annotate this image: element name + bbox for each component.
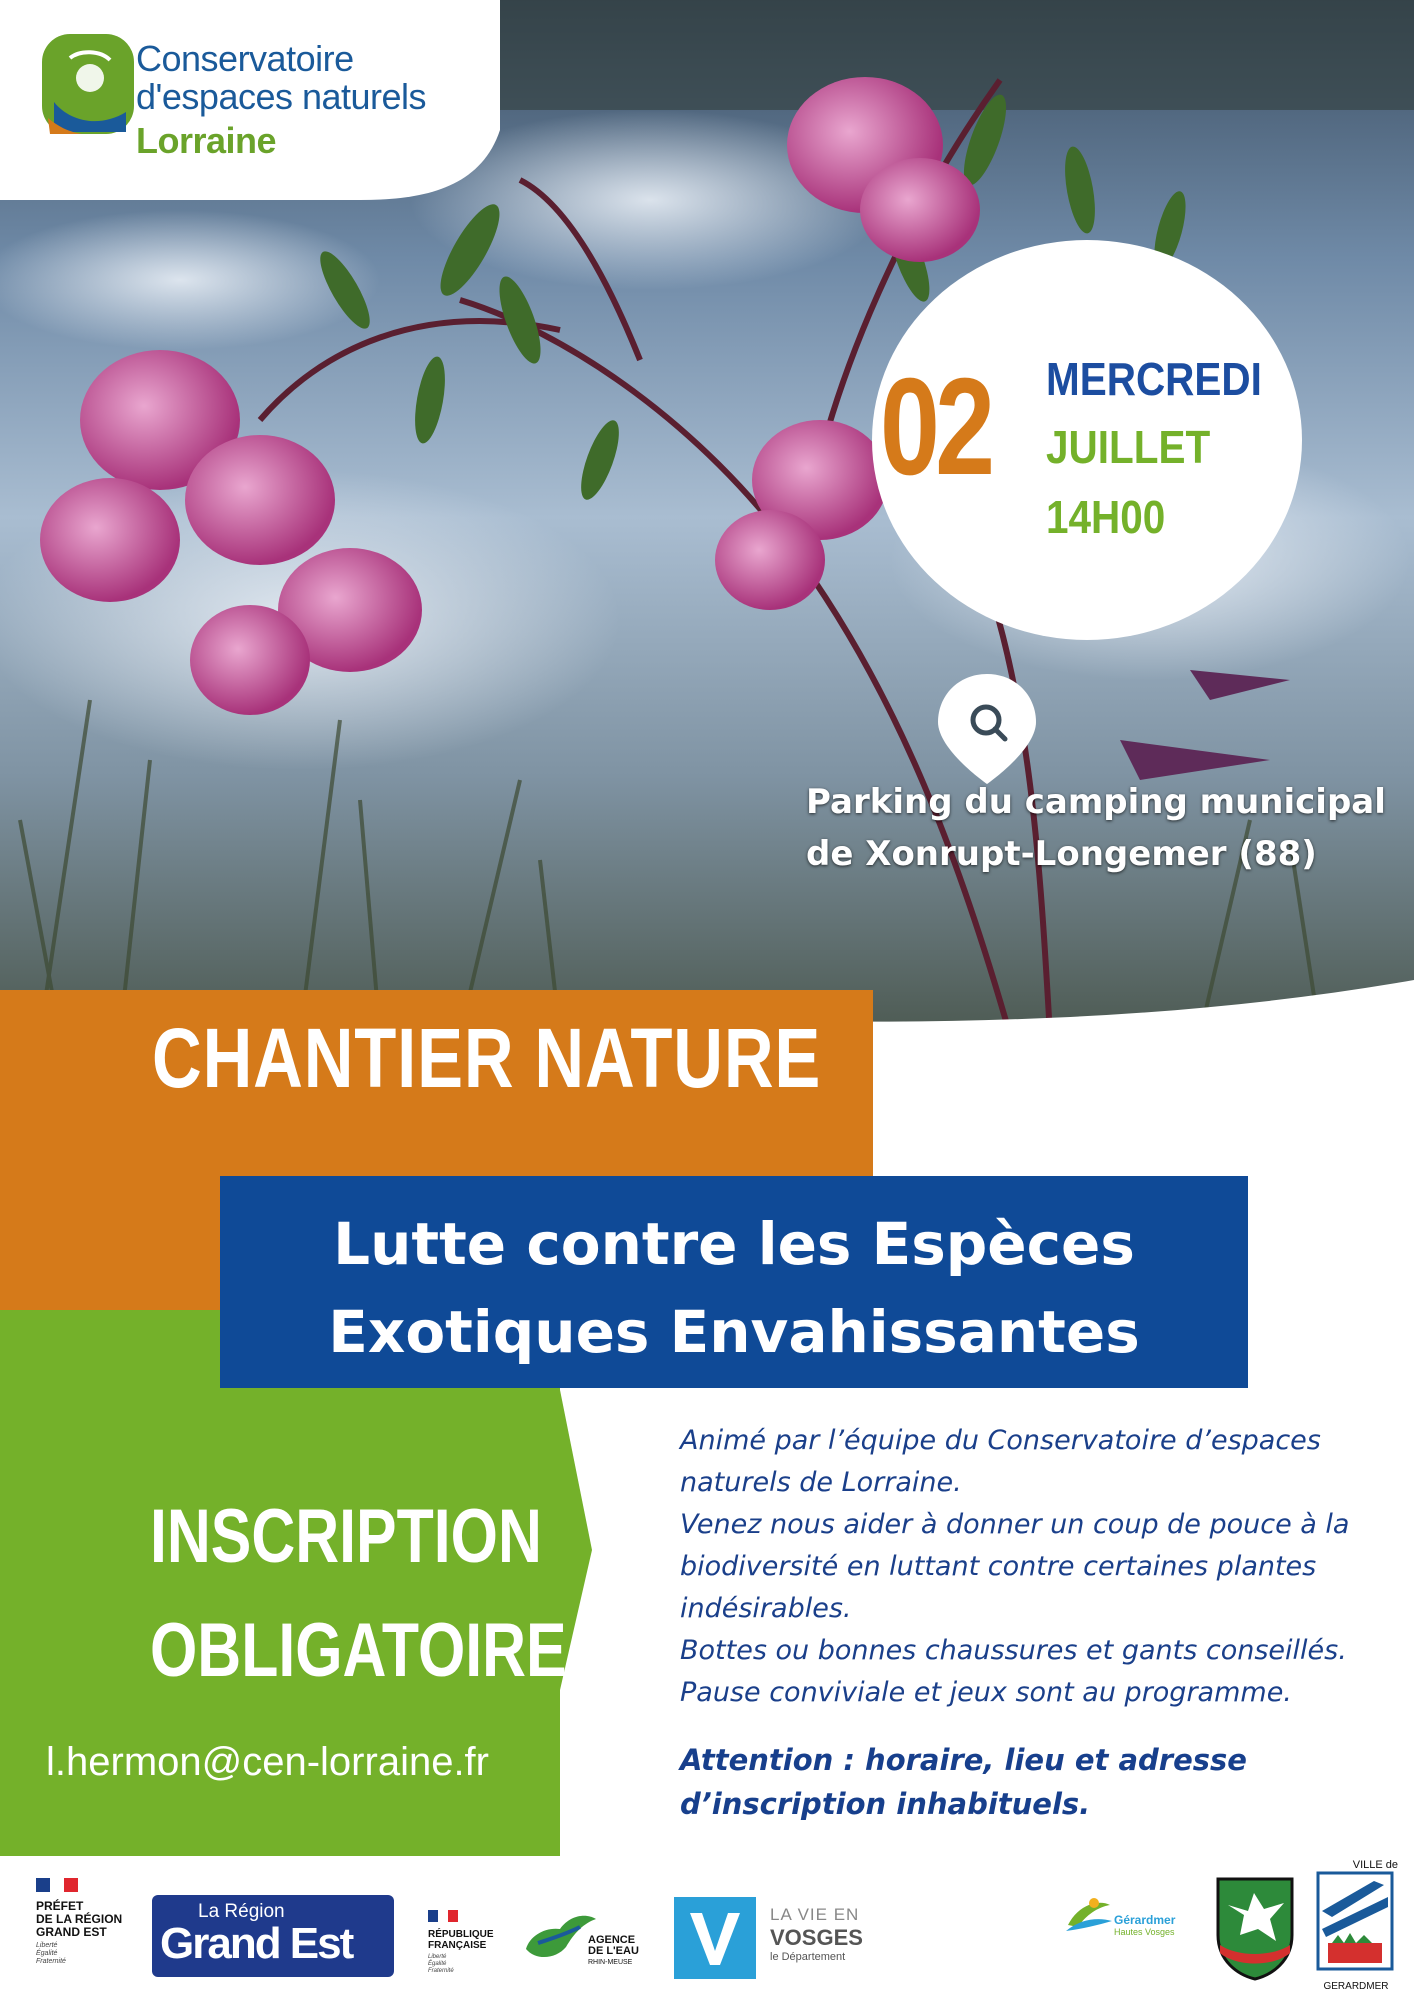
attention-note: Attention : horaire, lieu et adresse d’inscription inhabituels. — [680, 1743, 1247, 1821]
ville-gerardmer-logo — [1314, 1859, 1398, 1994]
conservatoire-logo-icon — [40, 32, 136, 136]
date-month: JUILLET — [1046, 421, 1211, 473]
location-line-2: de Xonrupt-Longemer (88) — [806, 834, 1317, 874]
republique-francaise-logo — [428, 1907, 508, 1987]
prefet-l5: Égalité — [36, 1950, 58, 1957]
location-pin-icon — [928, 668, 1046, 786]
french-flag-icon — [428, 1910, 458, 1922]
ville-l2: GERARDMER — [1323, 1981, 1389, 1992]
french-flag-icon — [36, 1878, 80, 1892]
prefet-l4: Liberté — [36, 1942, 58, 1949]
agence-l3: RHIN-MEUSE — [588, 1959, 633, 1966]
date-time: 14H00 — [1046, 491, 1166, 543]
region-l2: Grand Est — [160, 1919, 353, 1968]
prefet-l6: Fraternité — [36, 1958, 66, 1965]
vosges-l2: VOSGES — [770, 1925, 863, 1950]
gerardmer-l1: Gérardmer — [1114, 1913, 1176, 1927]
prefet-l3: GRAND EST — [36, 1925, 107, 1939]
date-weekday: MERCREDI — [1046, 353, 1262, 405]
logo-line-3: Lorraine — [136, 120, 277, 161]
gerardmer-l2: Hautes Vosges — [1114, 1927, 1175, 1937]
description-paragraph: Pause conviviale et jeux sont au programme. — [680, 1677, 1292, 1708]
gerardmer-tourism-logo — [1064, 1895, 1184, 1965]
gerardmer-swoosh-icon — [1064, 1895, 1114, 1935]
agence-eau-logo — [520, 1905, 650, 1985]
inscription-line-1: INSCRIPTION — [150, 1494, 542, 1579]
event-location — [806, 776, 1386, 880]
region-grand-est-logo — [152, 1895, 394, 1977]
inscription-line-2: OBLIGATOIRE — [150, 1608, 567, 1693]
logo-panel — [0, 0, 500, 205]
description-paragraph: Animé par l’équipe du Conservatoire d’espaces naturels de Lorraine. — [680, 1425, 1321, 1498]
republique-l3: Liberté — [428, 1954, 447, 1960]
vosges-v-icon — [674, 1897, 756, 1979]
agence-l1: AGENCE — [588, 1934, 636, 1946]
description-paragraph: Venez nous aider à donner un coup de pouce à la biodiversité en luttant contre certaines plantes indésirables. — [680, 1509, 1350, 1624]
logo-line-1: Conservatoire — [136, 38, 354, 79]
vosges-l1: LA VIE EN — [770, 1905, 860, 1924]
prefet-l2: DE LA RÉGION — [36, 1912, 123, 1926]
vosges-v-logo — [674, 1897, 756, 1979]
republique-l5: Fraternité — [428, 1968, 454, 1974]
prefet-logo — [36, 1877, 156, 1977]
republique-l4: Égalité — [428, 1961, 447, 1967]
chantier-title: CHANTIER NATURE — [152, 1011, 822, 1105]
region-l1: La Région — [198, 1901, 285, 1922]
republique-l2: FRANÇAISE — [428, 1940, 487, 1951]
inscription-heading — [150, 1480, 567, 1708]
republique-l1: RÉPUBLIQUE — [428, 1929, 494, 1940]
vosges-text-logo — [770, 1905, 890, 1985]
date-day: 02 — [880, 350, 991, 504]
xonrupt-coat-of-arms-icon — [1214, 1875, 1296, 1983]
prefet-l1: PRÉFET — [36, 1899, 84, 1913]
partner-logos — [0, 1855, 1414, 2000]
logo-wordmark — [136, 40, 426, 160]
agence-l2: DE L'EAU — [588, 1945, 639, 1957]
ville-l1: VILLE de — [1352, 1859, 1398, 1871]
location-line-1: Parking du camping municipal — [806, 782, 1386, 822]
event-description — [680, 1420, 1360, 1714]
logo-line-2: d'espaces naturels — [136, 76, 427, 117]
description-paragraph: Bottes ou bonnes chaussures et gants conseillés. — [680, 1635, 1347, 1666]
registration-email-link[interactable]: l.hermon@cen-lorraine.fr — [46, 1740, 489, 1784]
subject-line-2: Exotiques Envahissantes — [328, 1298, 1140, 1366]
vosges-l3: le Département — [770, 1951, 846, 1963]
subject-title — [220, 1200, 1248, 1376]
ville-gerardmer-icon — [1314, 1871, 1398, 1971]
subject-line-1: Lutte contre les Espèces — [333, 1210, 1135, 1278]
